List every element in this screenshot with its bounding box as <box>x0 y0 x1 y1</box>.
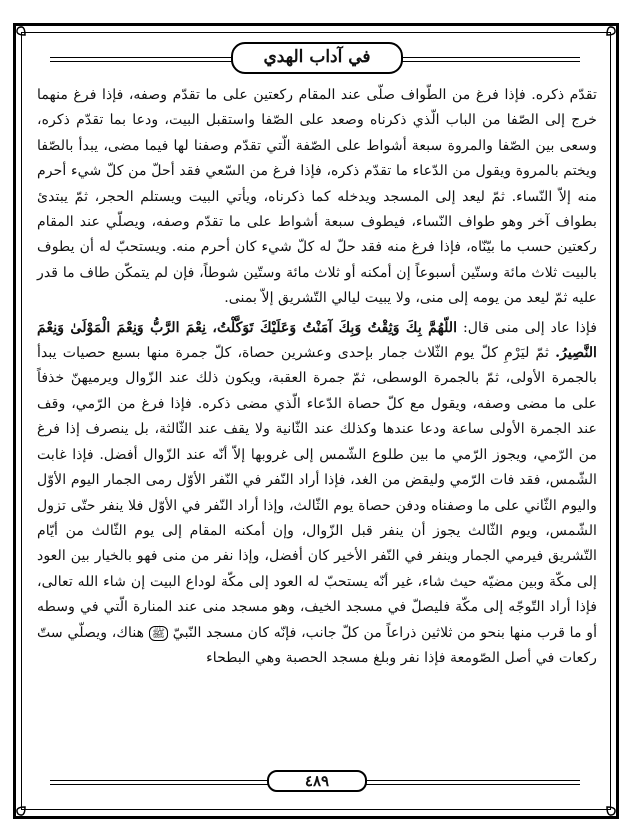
body-text <box>37 83 597 671</box>
running-header: في آداب الهدي <box>231 42 403 74</box>
corner-ornament-icon <box>12 794 38 820</box>
honorific-symbol: ﷺ <box>149 626 168 641</box>
quran-verse: اللّهُمَّ بِكَ وَثِقْتُ وَبِكَ آمَنْتُ وَعَلَيْكَ تَوَكَّلْتُ، نِعْمَ الرَّبُّ وَنِعْمَ الْمَوْلَىٰ وَنِعْمَ النَّصِيرُ. <box>37 319 597 362</box>
paragraph: تقدّم ذكره. فإذا فرغ من الطّواف صلّى عند المقام ركعتين على ما تقدّم وصفه، فإذا فرغ منهما خرج إلى الصّفا من الباب الّذي ذكرناه وصعد على الصّفا واستقبل البيت، ودعا بما تقدّم ذكره، وسعى بين الصّفا والمروة سبعة أشواط على الصّفة الّتي تقدّم وصفنا لها فيما مضى، يبدأ بالصّفا ويختم بالمروة ويقول من الدّعاء ما تقدّم ذكره، فإذا فرغ من السّعي فقد أحلّ من كلّ شيء أحرم منه إلاّ النّساء. ثمّ ليعد إلى المسجد ويدخله كما ذكرناه، ويأتي البيت ويستلم الحجر، ثمّ يبتدئ بطواف آخر وهو طواف النّساء، فيطوف سبعة أشواط على ما تقدّم وصفه، ويصلّي عند المقام ركعتين حسب ما بيّنّاه، فإذا فرغ منه فقد حلّ له كلّ شيء كان أحرم منه. ويستحبّ له أن يطوف بالبيت ثلاث مائة وستّين أسبوعاً إن أمكنه أو ثلاث مائة وستّين شوطاً، فإن لم يتمكّن طاف ما قدر عليه ثمّ ليعد من يومه إلى منى، ولا يبيت ليالي التّشريق إلاّ بمنى. <box>37 87 597 307</box>
corner-ornament-icon <box>12 22 38 48</box>
paragraph-text: هناك، ويصلّي ستّ ركعات في أصل الصّومعة فإذا نفر وبلغ مسجد الحصبة وهي البطحاء <box>37 624 597 666</box>
corner-ornament-icon <box>594 22 620 48</box>
paragraph <box>37 316 597 672</box>
paragraph-text: ثمّ ليَرْمِ كلّ يوم الثّلاث جمار بإحدى وعشرين حصاة، كلّ جمرة منها بسبع حصيات يبدأ بالجمرة الأولى، ثمّ بالجمرة الوسطى، ثمّ جمرة العقبة، ويكون ذلك عند الزّوال ويرميهنّ خذفاً على ما مضى وصفه، ويقول مع كلّ حصاة الدّعاء الّذي مضى ذكره. فإذا فرغ من الرّمي، وقف عند الجمرة الأولى ساعة ودعا عندها وكذلك عند الثّانية ولا يقف عند الثّالثة، بل ينصرف إذا فرغ من الرّمي، ويجوز الرّمي ما بين طلوع الشّمس إلى غروبها إلاّ أنّه عند الزّوال أفضل. فإذا غابت الشّمس، فقد فات الرّمي وليقض من الغد، فإذا أراد النّفر في النّفر الأوّل رمى الجمار اليوم الأوّل واليوم الثّاني على ما وصفناه ودفن حصاة يوم الثّالث، وإذا أراد النّفر في الأوّل فلا ينفر حتّى تزول الشّمس، ويوم الثّالث يجوز أن ينفر قبل الزّوال، وإن أمكنه المقام إلى يوم الثّالث من أيّام التّشريق فيرمي الجمار وينفر في النّفر الأخير كان أفضل، وإذا نفر من منى فهو بالخيار بين العود إلى مكّة وبين مضيّه حيث شاء، غير أنّه يستحبّ له العود إلى مكّة لوداع البيت إن شاء الله تعالى، فإذا أراد التّوجّه إلى مكّة فليصلّ في مسجد الخيف، وهو مسجد منى عند المنارة الّتي في وسطه أو ما قرب منها بنحو من ثلاثين ذراعاً من كلّ جانب، فإنّه كان مسجد النّبيّ <box>37 345 598 641</box>
paragraph-intro: فإذا عاد إلى منى قال: <box>457 319 597 336</box>
corner-ornament-icon <box>594 794 620 820</box>
page-number: ٤٨٩ <box>267 770 367 792</box>
